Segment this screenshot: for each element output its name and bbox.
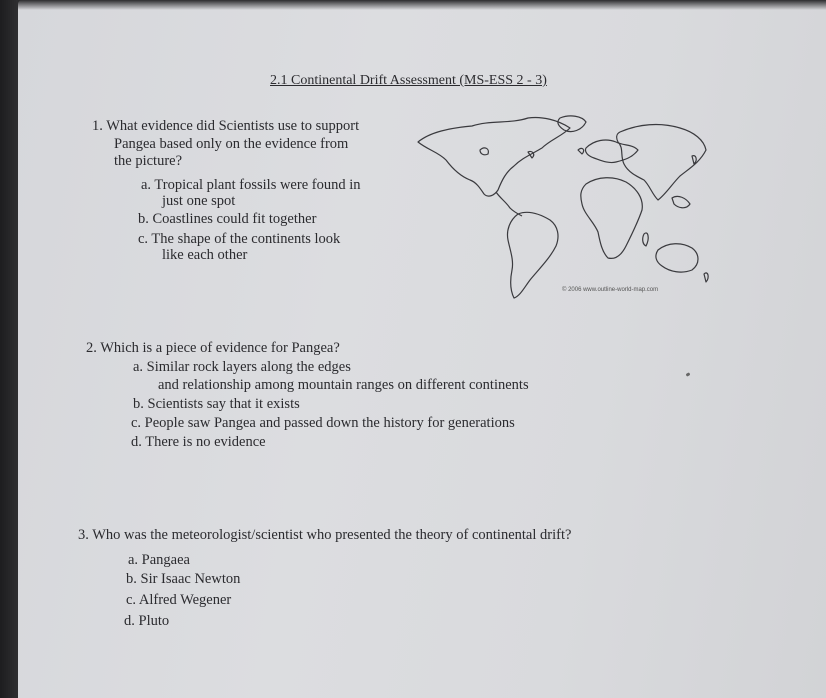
map-copyright: © 2006 www.outline-world-map.com <box>562 287 659 293</box>
q2-option-d: d. There is no evidence <box>131 434 266 450</box>
q1-option-a-line-2: just one spot <box>162 193 236 209</box>
q3-question: 3. Who was the meteorologist/scientist who presented the theory of continental drift? <box>78 527 572 543</box>
q2-option-b: b. Scientists say that it exists <box>133 396 300 412</box>
q1-option-c-line-2: like each other <box>162 247 248 263</box>
q1-question-line-1: 1. What evidence did Scientists use to support <box>92 118 360 134</box>
q2-question: 2. Which is a piece of evidence for Pangea? <box>86 340 340 356</box>
q1-question-line-3: the picture? <box>114 153 183 169</box>
q1-option-c-line-1: c. The shape of the continents look <box>138 231 341 247</box>
q3-option-b: b. Sir Isaac Newton <box>126 571 241 587</box>
q1-option-b: b. Coastlines could fit together <box>138 211 317 227</box>
q1-question-line-2: Pangea based only on the evidence from <box>114 136 349 152</box>
top-shadow <box>18 0 826 10</box>
q2-option-a-line-1: a. Similar rock layers along the edges <box>133 359 351 375</box>
q3-option-c: c. Alfred Wegener <box>126 592 232 608</box>
desk-background <box>0 0 18 698</box>
q1-option-a-line-1: a. Tropical plant fossils were found in <box>141 177 361 193</box>
page-title: 2.1 Continental Drift Assessment (MS-ESS 2 - 3) <box>270 73 547 88</box>
q3-option-a: a. Pangaea <box>128 552 190 568</box>
world-map-outline <box>410 110 710 300</box>
q2-option-c: c. People saw Pangea and passed down the history for generations <box>131 415 515 431</box>
q3-option-d: d. Pluto <box>124 613 170 629</box>
q2-option-a-line-2: and relationship among mountain ranges on different continents <box>158 377 529 393</box>
